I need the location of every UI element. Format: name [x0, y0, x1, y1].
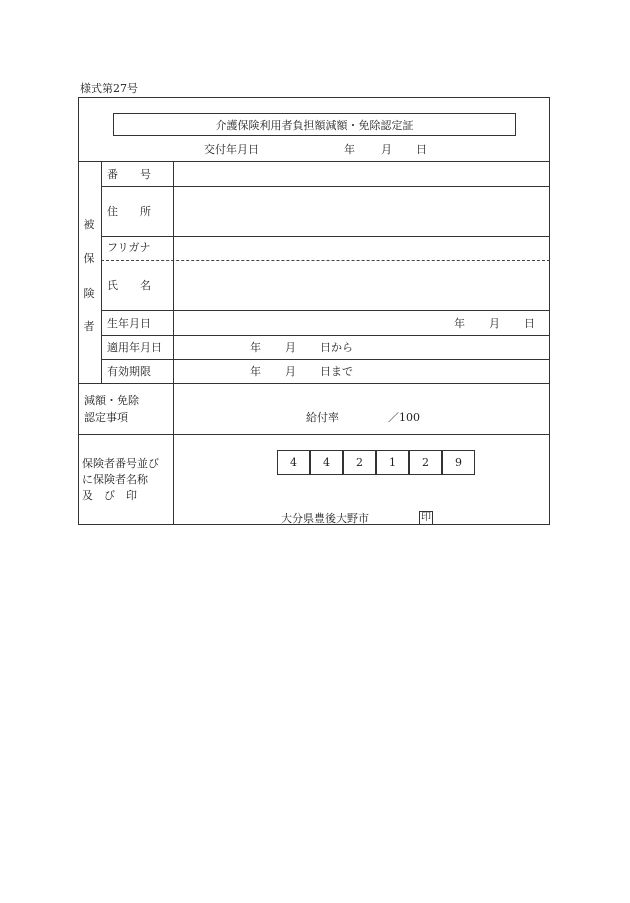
reduction-label-line1: 減額・免除 — [84, 394, 139, 407]
insurer-seal-stamp: 印 — [421, 512, 431, 523]
issue-date-day: 日 — [416, 143, 427, 156]
issue-date-year: 年 — [344, 143, 355, 156]
expiry-date-year: 年 — [250, 365, 261, 378]
divider-header — [78, 161, 550, 162]
insurer-number-digit-6: 9 — [442, 450, 475, 475]
insurer-label-line1: 保険者番号並び — [82, 457, 159, 470]
divider-applied-date — [101, 359, 550, 360]
insurer-number-digit-1: 4 — [277, 450, 310, 475]
divider-insured-block — [78, 383, 550, 384]
divider-address — [101, 236, 550, 237]
divider-birth-date — [101, 335, 550, 336]
divider-furigana — [101, 260, 550, 261]
benefit-rate-label: 給付率 — [306, 411, 339, 424]
insurer-number-digit-4: 1 — [376, 450, 409, 475]
insurer-number-digit-5: 2 — [409, 450, 442, 475]
form-number: 様式第27号 — [80, 82, 138, 95]
certificate-title: 介護保険利用者負担額減額・免除認定証 — [113, 113, 516, 136]
applied-date-year: 年 — [250, 341, 261, 354]
expiry-date-day: 日まで — [320, 365, 353, 378]
insured-label-char-3: 険 — [83, 287, 95, 300]
birth-date-row-label: 生年月日 — [107, 317, 151, 330]
insured-label-char-4: 者 — [83, 320, 95, 333]
name-row-label: 氏 名 — [107, 279, 151, 292]
divider-insured-column — [101, 161, 102, 383]
furigana-row-label: フリガナ — [107, 241, 151, 254]
reduction-label-line2: 認定事項 — [84, 411, 128, 424]
insurer-name: 大分県豊後大野市 — [281, 512, 369, 525]
expiry-date-row-label: 有効期限 — [107, 365, 151, 378]
benefit-rate-denominator: ／100 — [388, 411, 420, 424]
applied-date-month: 月 — [285, 341, 296, 354]
divider-reduction — [78, 434, 550, 435]
birth-date-month: 月 — [489, 317, 500, 330]
insured-label-char-2: 保 — [83, 252, 95, 265]
applied-date-day: 日から — [320, 341, 353, 354]
expiry-date-month: 月 — [285, 365, 296, 378]
divider-number — [101, 186, 550, 187]
insurer-label-line3: 及 び 印 — [82, 489, 137, 502]
insurer-number-digit-3: 2 — [343, 450, 376, 475]
birth-date-day: 日 — [524, 317, 535, 330]
birth-date-year: 年 — [454, 317, 465, 330]
issue-date-month: 月 — [381, 143, 392, 156]
divider-label-column — [173, 161, 174, 525]
divider-name — [101, 310, 550, 311]
insurer-number-digit-2: 4 — [310, 450, 343, 475]
insurer-label-line2: に保険者名称 — [82, 473, 148, 486]
insured-label-char-1: 被 — [83, 218, 95, 231]
address-row-label: 住 所 — [107, 205, 151, 218]
applied-date-row-label: 適用年月日 — [107, 341, 162, 354]
issue-date-label: 交付年月日 — [204, 143, 259, 156]
number-row-label: 番 号 — [107, 168, 151, 181]
